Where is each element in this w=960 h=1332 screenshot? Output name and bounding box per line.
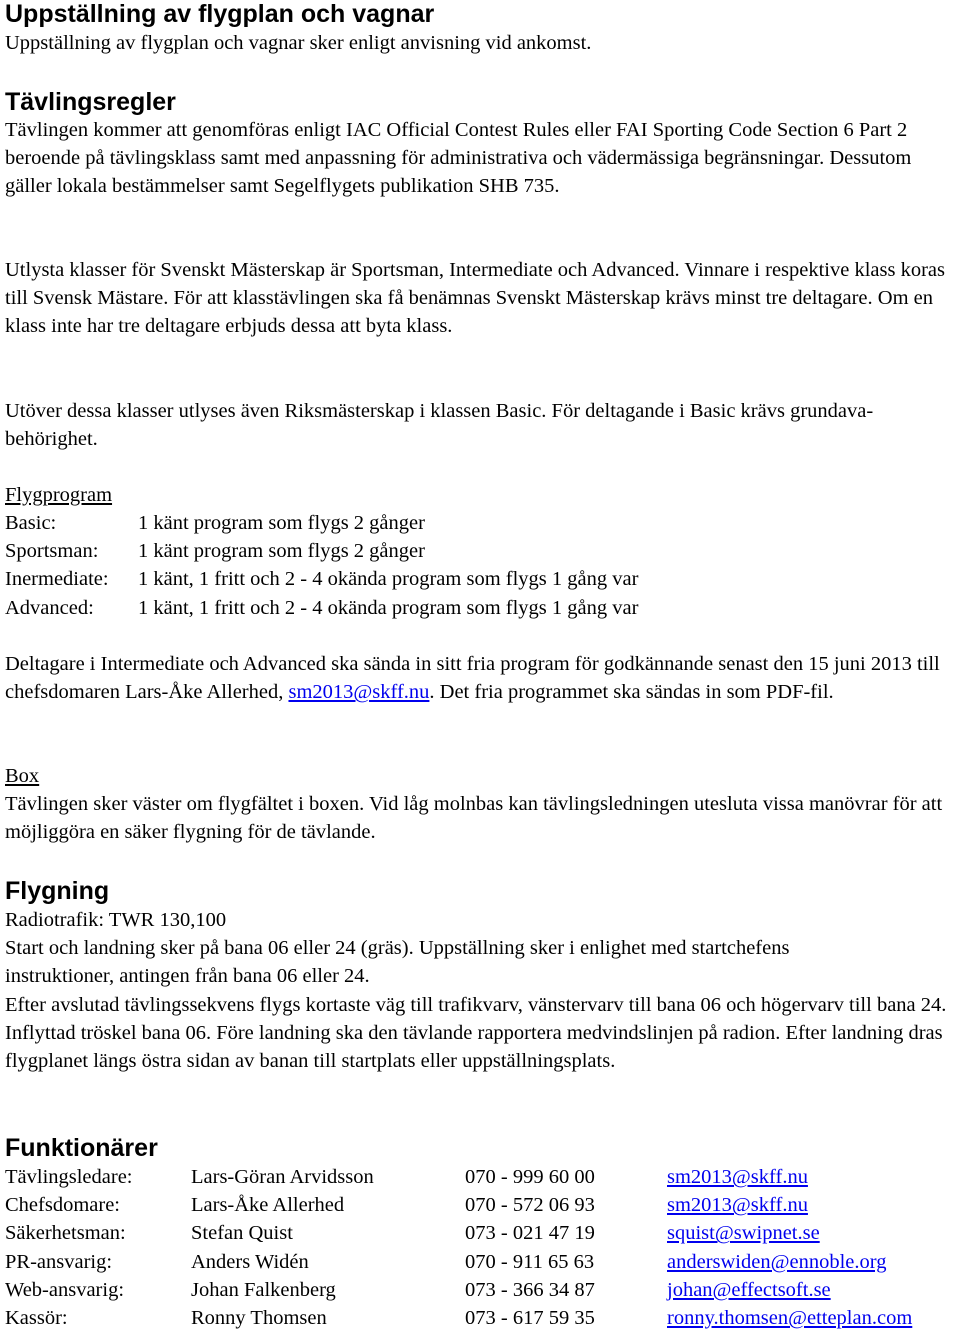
staff-row (5, 1219, 960, 1247)
program-list (5, 509, 955, 622)
staff-phone: 073 - 366 34 87 (465, 1278, 595, 1301)
staff-role: Chefsdomare: (5, 1194, 120, 1217)
staff-row (5, 1276, 960, 1304)
staff-role: Kassör: (5, 1307, 68, 1330)
heading-tavlingsregler: Tävlingsregler (5, 88, 176, 116)
rules-paragraph-3: Utöver dessa klasser utlyses även Riksmästerskap i klassen Basic. För deltagande i Basic krävs grundava-behörighet. (5, 400, 874, 451)
staff-phone: 073 - 021 47 19 (465, 1222, 595, 1245)
flygning-paragraph-2: Efter avslutad tävlingssekvens flygs kortaste väg till trafikvarv, vänstervarv till bana 06 och högervarv till bana 24. Inflyttad tröskel bana 06. Före landning ska den tävlande rapportera medvindslinjen på radion. Efter landning dras flygplanet längs östra sidan av banan till startplats eller uppställningsplats. (5, 994, 947, 1073)
rules-paragraph-2: Utlysta klasser för Svenskt Mästerskap är Sportsman, Intermediate och Advanced. Vinnare i respektive klass koras till Svensk Mästare. För att klasstävlingen ska få benämnas Svenskt Mästerskap krävs minst tre deltagare. Om en klass inte har tre deltagare erbjuds dessa att byta klass. (5, 259, 946, 338)
staff-phone: 070 - 572 06 93 (465, 1194, 595, 1217)
staff-name: Anders Widén (191, 1250, 309, 1273)
box-title: Box (5, 765, 40, 787)
staff-name: Johan Falkenberg (191, 1278, 336, 1301)
staff-role: Tävlingsledare: (5, 1166, 133, 1188)
program-row (5, 537, 955, 565)
staff-phone: 070 - 999 60 00 (465, 1166, 595, 1188)
flygning-paragraph-1: Start och landning sker på bana 06 eller 24 (gräs). Uppställning sker i enlighet med startchefens instruktioner, antingen från bana 06 eller 24. (5, 937, 790, 988)
heading-flygning: Flygning (5, 877, 110, 905)
staff-name: Ronny Thomsen (191, 1307, 327, 1330)
program-label: Sportsman: (5, 540, 99, 563)
staff-name: Lars-Göran Arvidsson (191, 1166, 374, 1188)
staff-name: Lars-Åke Allerhed (191, 1194, 345, 1217)
deadline-text-after: . Det fria programmet ska sändas in som PDF-fil. (429, 681, 834, 704)
staff-phone: 070 - 911 65 63 (465, 1250, 595, 1273)
staff-row (5, 1163, 960, 1191)
staff-email-link[interactable]: sm2013@skff.nu (667, 1166, 808, 1188)
staff-phone: 073 - 617 59 35 (465, 1307, 595, 1330)
staff-role: PR-ansvarig: (5, 1250, 113, 1273)
program-value: 1 känt, 1 fritt och 2 - 4 okända program som flygs 1 gång var (138, 596, 639, 619)
program-row (5, 509, 955, 537)
radio-text: Radiotrafik: TWR 130,100 (5, 909, 227, 931)
staff-name: Stefan Quist (191, 1222, 293, 1245)
staff-role: Säkerhetsman: (5, 1222, 126, 1245)
staff-row (5, 1248, 960, 1276)
staff-email-link[interactable]: anderswiden@ennoble.org (667, 1250, 887, 1273)
staff-row (5, 1191, 960, 1219)
staff-role: Web-ansvarig: (5, 1278, 125, 1301)
program-value: 1 känt program som flygs 2 gånger (138, 512, 425, 534)
flygprogram-title: Flygprogram (5, 484, 113, 506)
program-value: 1 känt program som flygs 2 gånger (138, 540, 425, 563)
program-row (5, 565, 955, 593)
email-link-chefsdomare[interactable]: sm2013@skff.nu (288, 681, 430, 704)
program-value: 1 känt, 1 fritt och 2 - 4 okända program som flygs 1 gång var (138, 568, 639, 591)
program-label: Basic: (5, 512, 57, 534)
heading-funktionarer: Funktionärer (5, 1134, 158, 1162)
deadline-paragraph (5, 650, 950, 706)
heading-uppstallning: Uppställning av flygplan och vagnar (5, 0, 435, 28)
staff-email-link[interactable]: ronny.thomsen@etteplan.com (667, 1307, 913, 1330)
box-text: Tävlingen sker väster om flygfältet i boxen. Vid låg molnbas kan tävlingsledningen utesluta vissa manövrar för att möjliggöra en säker flygning för de tävlande. (5, 793, 943, 844)
staff-row (5, 1304, 960, 1332)
deadline-text-before: Deltagare i Intermediate och Advanced ska sända in sitt fria program för godkännande senast den 15 juni 2013 till chefsdomaren Lars-Åke Allerhed, (5, 653, 940, 704)
staff-email-link[interactable]: johan@effectsoft.se (667, 1278, 831, 1301)
program-label: Inermediate: (5, 568, 109, 591)
staff-email-link[interactable]: sm2013@skff.nu (667, 1194, 808, 1217)
uppstallning-text: Uppställning av flygplan och vagnar sker enligt anvisning vid ankomst. (5, 32, 592, 54)
staff-table (5, 1163, 960, 1332)
staff-email-link[interactable]: squist@swipnet.se (667, 1222, 820, 1245)
program-row (5, 594, 955, 622)
rules-paragraph-1: Tävlingen kommer att genomföras enligt IAC Official Contest Rules eller FAI Sporting Code Section 6 Part 2 beroende på tävlingsklass samt med anpassning för administrativa och vädermässiga begränsningar. Dessutom gäller lokala bestämmelser samt Segelflygets publikation SHB 735. (5, 119, 912, 198)
program-label: Advanced: (5, 596, 94, 619)
